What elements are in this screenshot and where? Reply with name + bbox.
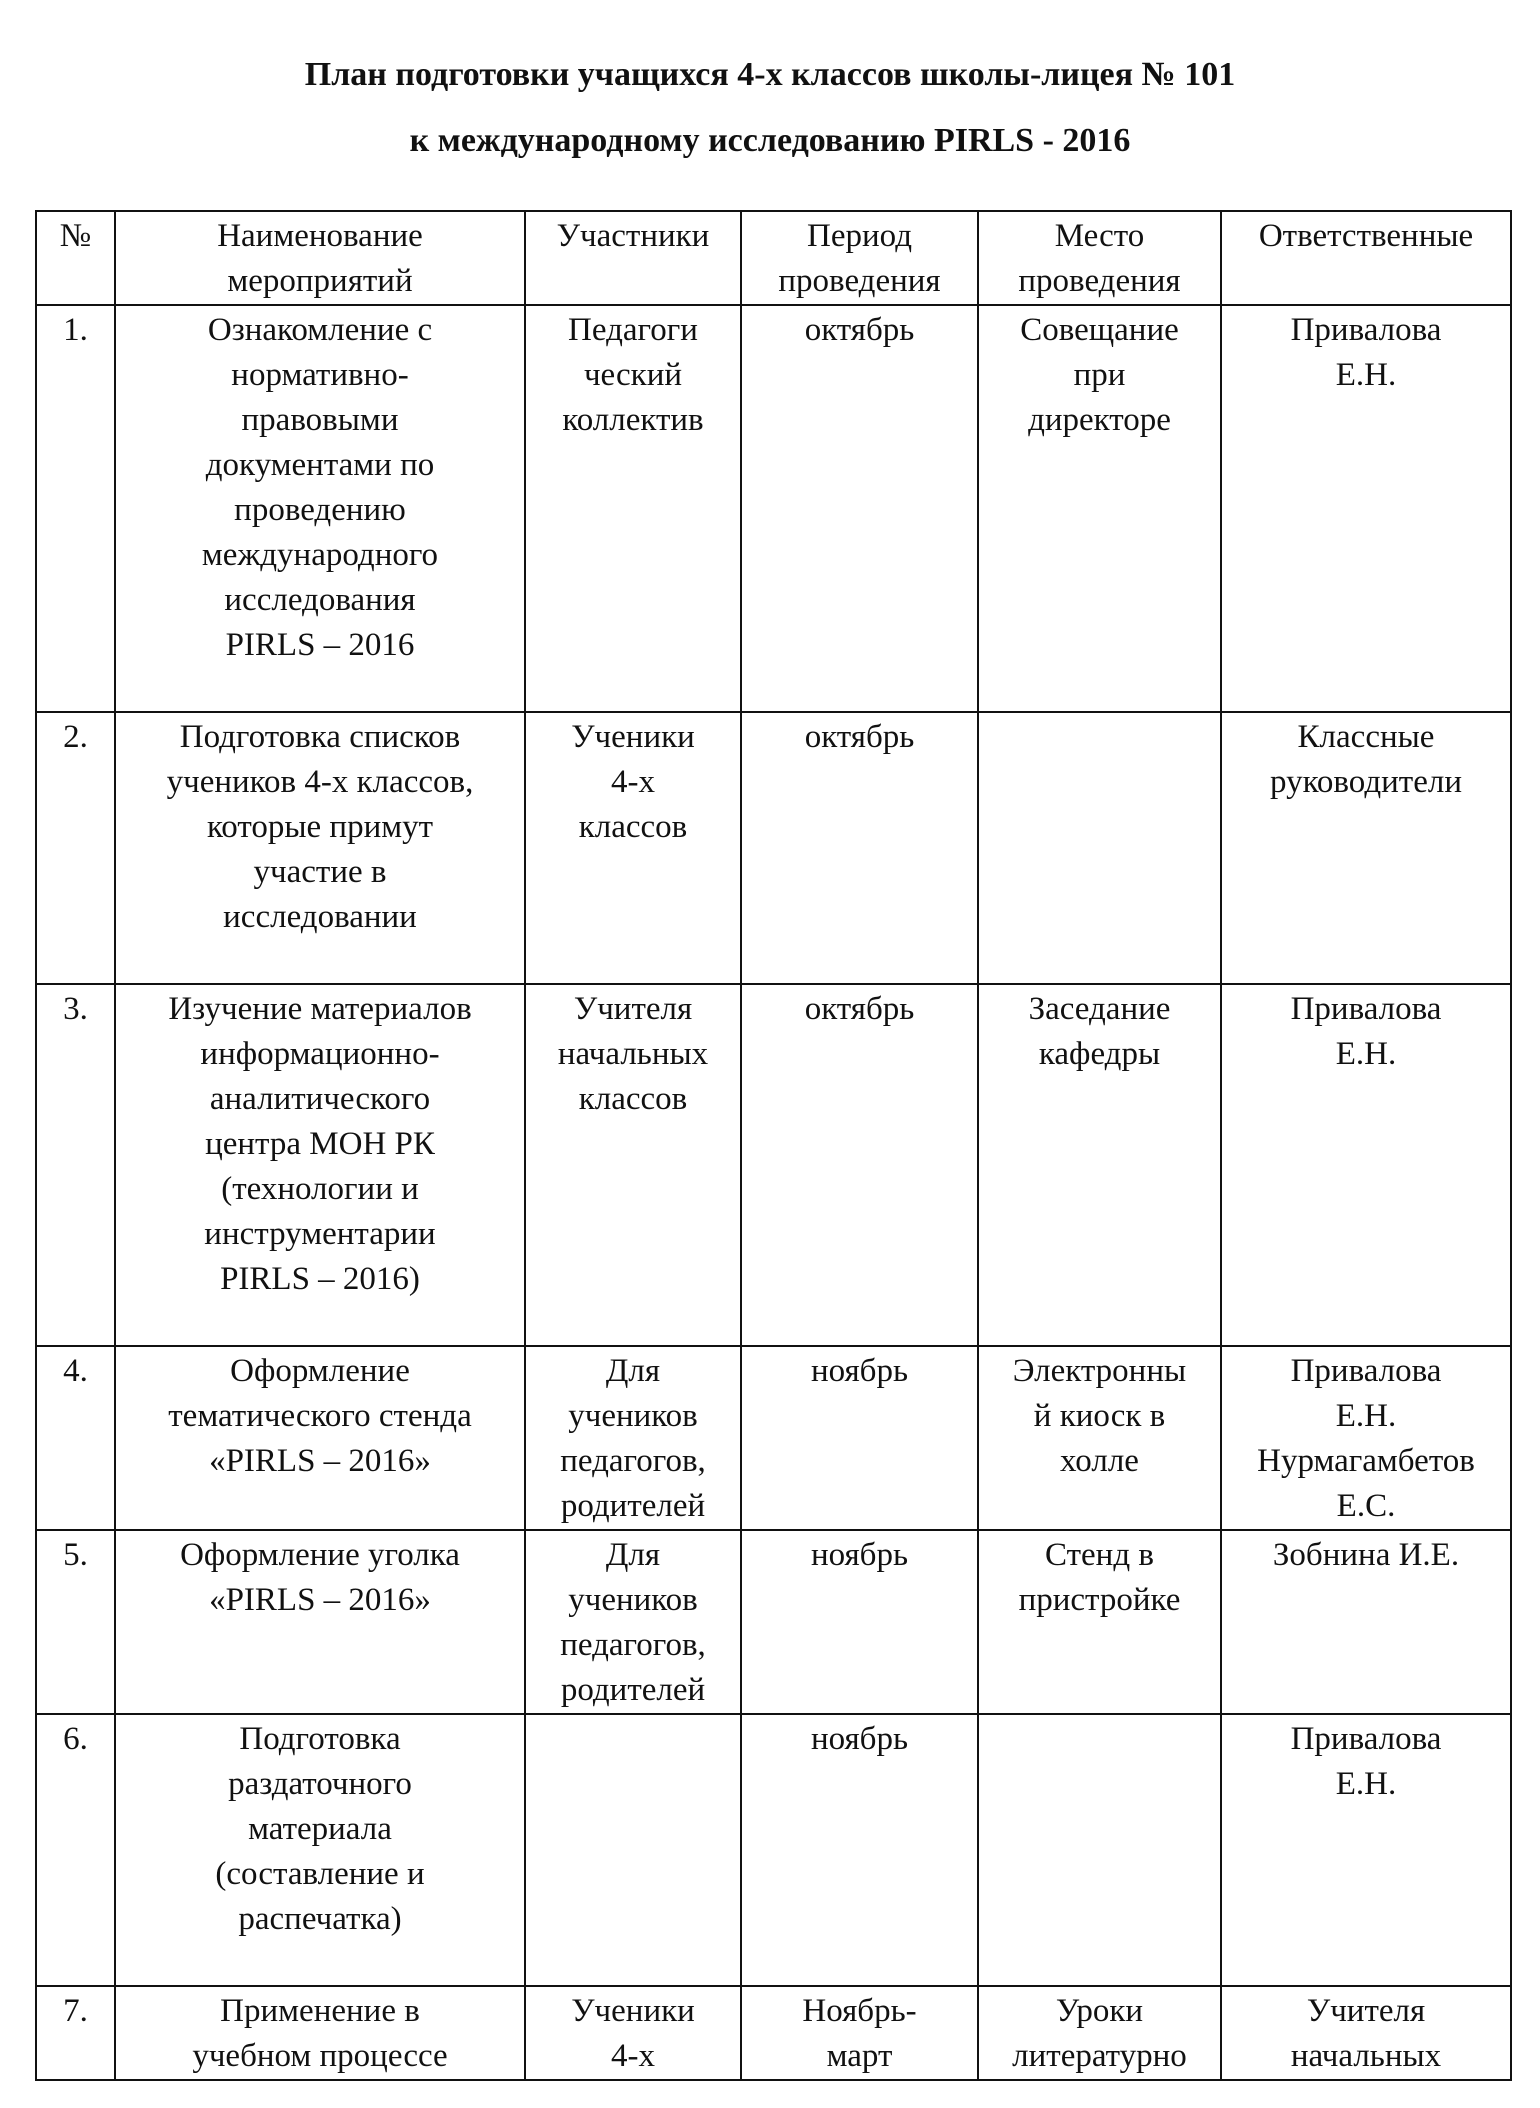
cell-responsible: Привалова Е.Н. [1221, 1714, 1511, 1986]
header-place: Место проведения [978, 211, 1221, 305]
cell-participants: Для учеников педагогов, родителей [525, 1530, 741, 1714]
cell-participants: Для учеников педагогов, родителей [525, 1346, 741, 1530]
cell-place: Стенд в пристройке [978, 1530, 1221, 1714]
cell-place: Совещание при директоре [978, 305, 1221, 712]
cell-num: 1. [36, 305, 115, 712]
header-period: Период проведения [741, 211, 978, 305]
cell-participants: Учителя начальных классов [525, 984, 741, 1346]
cell-name: Изучение материалов информационно- аналитического центра МОН РК (технологии и инструментарии PIRLS – 2016) [115, 984, 525, 1346]
table-row [36, 712, 1511, 984]
cell-num: 4. [36, 1346, 115, 1530]
table-row [36, 1714, 1511, 1986]
cell-place: Заседание кафедры [978, 984, 1221, 1346]
cell-participants: Ученики 4-х [525, 1986, 741, 2080]
cell-num: 3. [36, 984, 115, 1346]
cell-responsible: Зобнина И.Е. [1221, 1530, 1511, 1714]
table-row [36, 1530, 1511, 1714]
cell-place: Уроки литературно [978, 1986, 1221, 2080]
cell-num: 5. [36, 1530, 115, 1714]
cell-responsible: Классные руководители [1221, 712, 1511, 984]
table-row [36, 1986, 1511, 2080]
plan-table [35, 210, 1512, 2081]
cell-name: Подготовка списков учеников 4-х классов, которые примут участие в исследовании [115, 712, 525, 984]
cell-num: 2. [36, 712, 115, 984]
table-row [36, 1346, 1511, 1530]
header-participants: Участники [525, 211, 741, 305]
cell-period: октябрь [741, 984, 978, 1346]
table-header-row [36, 211, 1511, 305]
cell-participants [525, 1714, 741, 1986]
cell-name: Ознакомление с нормативно- правовыми документами по проведению международного исследования PIRLS – 2016 [115, 305, 525, 712]
cell-num: 6. [36, 1714, 115, 1986]
cell-period: Ноябрь- март [741, 1986, 978, 2080]
cell-period: ноябрь [741, 1346, 978, 1530]
document-title-line-1: План подготовки учащихся 4-х классов школы-лицея № 101 [304, 56, 1236, 93]
cell-period: ноябрь [741, 1530, 978, 1714]
cell-period: октябрь [741, 712, 978, 984]
cell-name: Подготовка раздаточного материала (составление и распечатка) [115, 1714, 525, 1986]
cell-period: ноябрь [741, 1714, 978, 1986]
cell-name: Оформление уголка «PIRLS – 2016» [115, 1530, 525, 1714]
cell-name: Оформление тематического стенда «PIRLS – 2016» [115, 1346, 525, 1530]
table-row [36, 305, 1511, 712]
cell-responsible: Учителя начальных [1221, 1986, 1511, 2080]
cell-place: Электронны й киоск в холле [978, 1346, 1221, 1530]
header-name: Наименование мероприятий [115, 211, 525, 305]
header-responsible: Ответственные [1221, 211, 1511, 305]
cell-participants: Педагоги ческий коллектив [525, 305, 741, 712]
cell-period: октябрь [741, 305, 978, 712]
cell-participants: Ученики 4-х классов [525, 712, 741, 984]
cell-responsible: Привалова Е.Н. [1221, 305, 1511, 712]
table-row [36, 984, 1511, 1346]
cell-responsible: Привалова Е.Н. Нурмагамбетов Е.С. [1221, 1346, 1511, 1530]
document-title-line-2: к международному исследованию PIRLS - 2016 [409, 122, 1131, 159]
cell-place [978, 1714, 1221, 1986]
cell-responsible: Привалова Е.Н. [1221, 984, 1511, 1346]
cell-num: 7. [36, 1986, 115, 2080]
cell-name: Применение в учебном процессе [115, 1986, 525, 2080]
header-num: № [36, 211, 115, 305]
cell-place [978, 712, 1221, 984]
